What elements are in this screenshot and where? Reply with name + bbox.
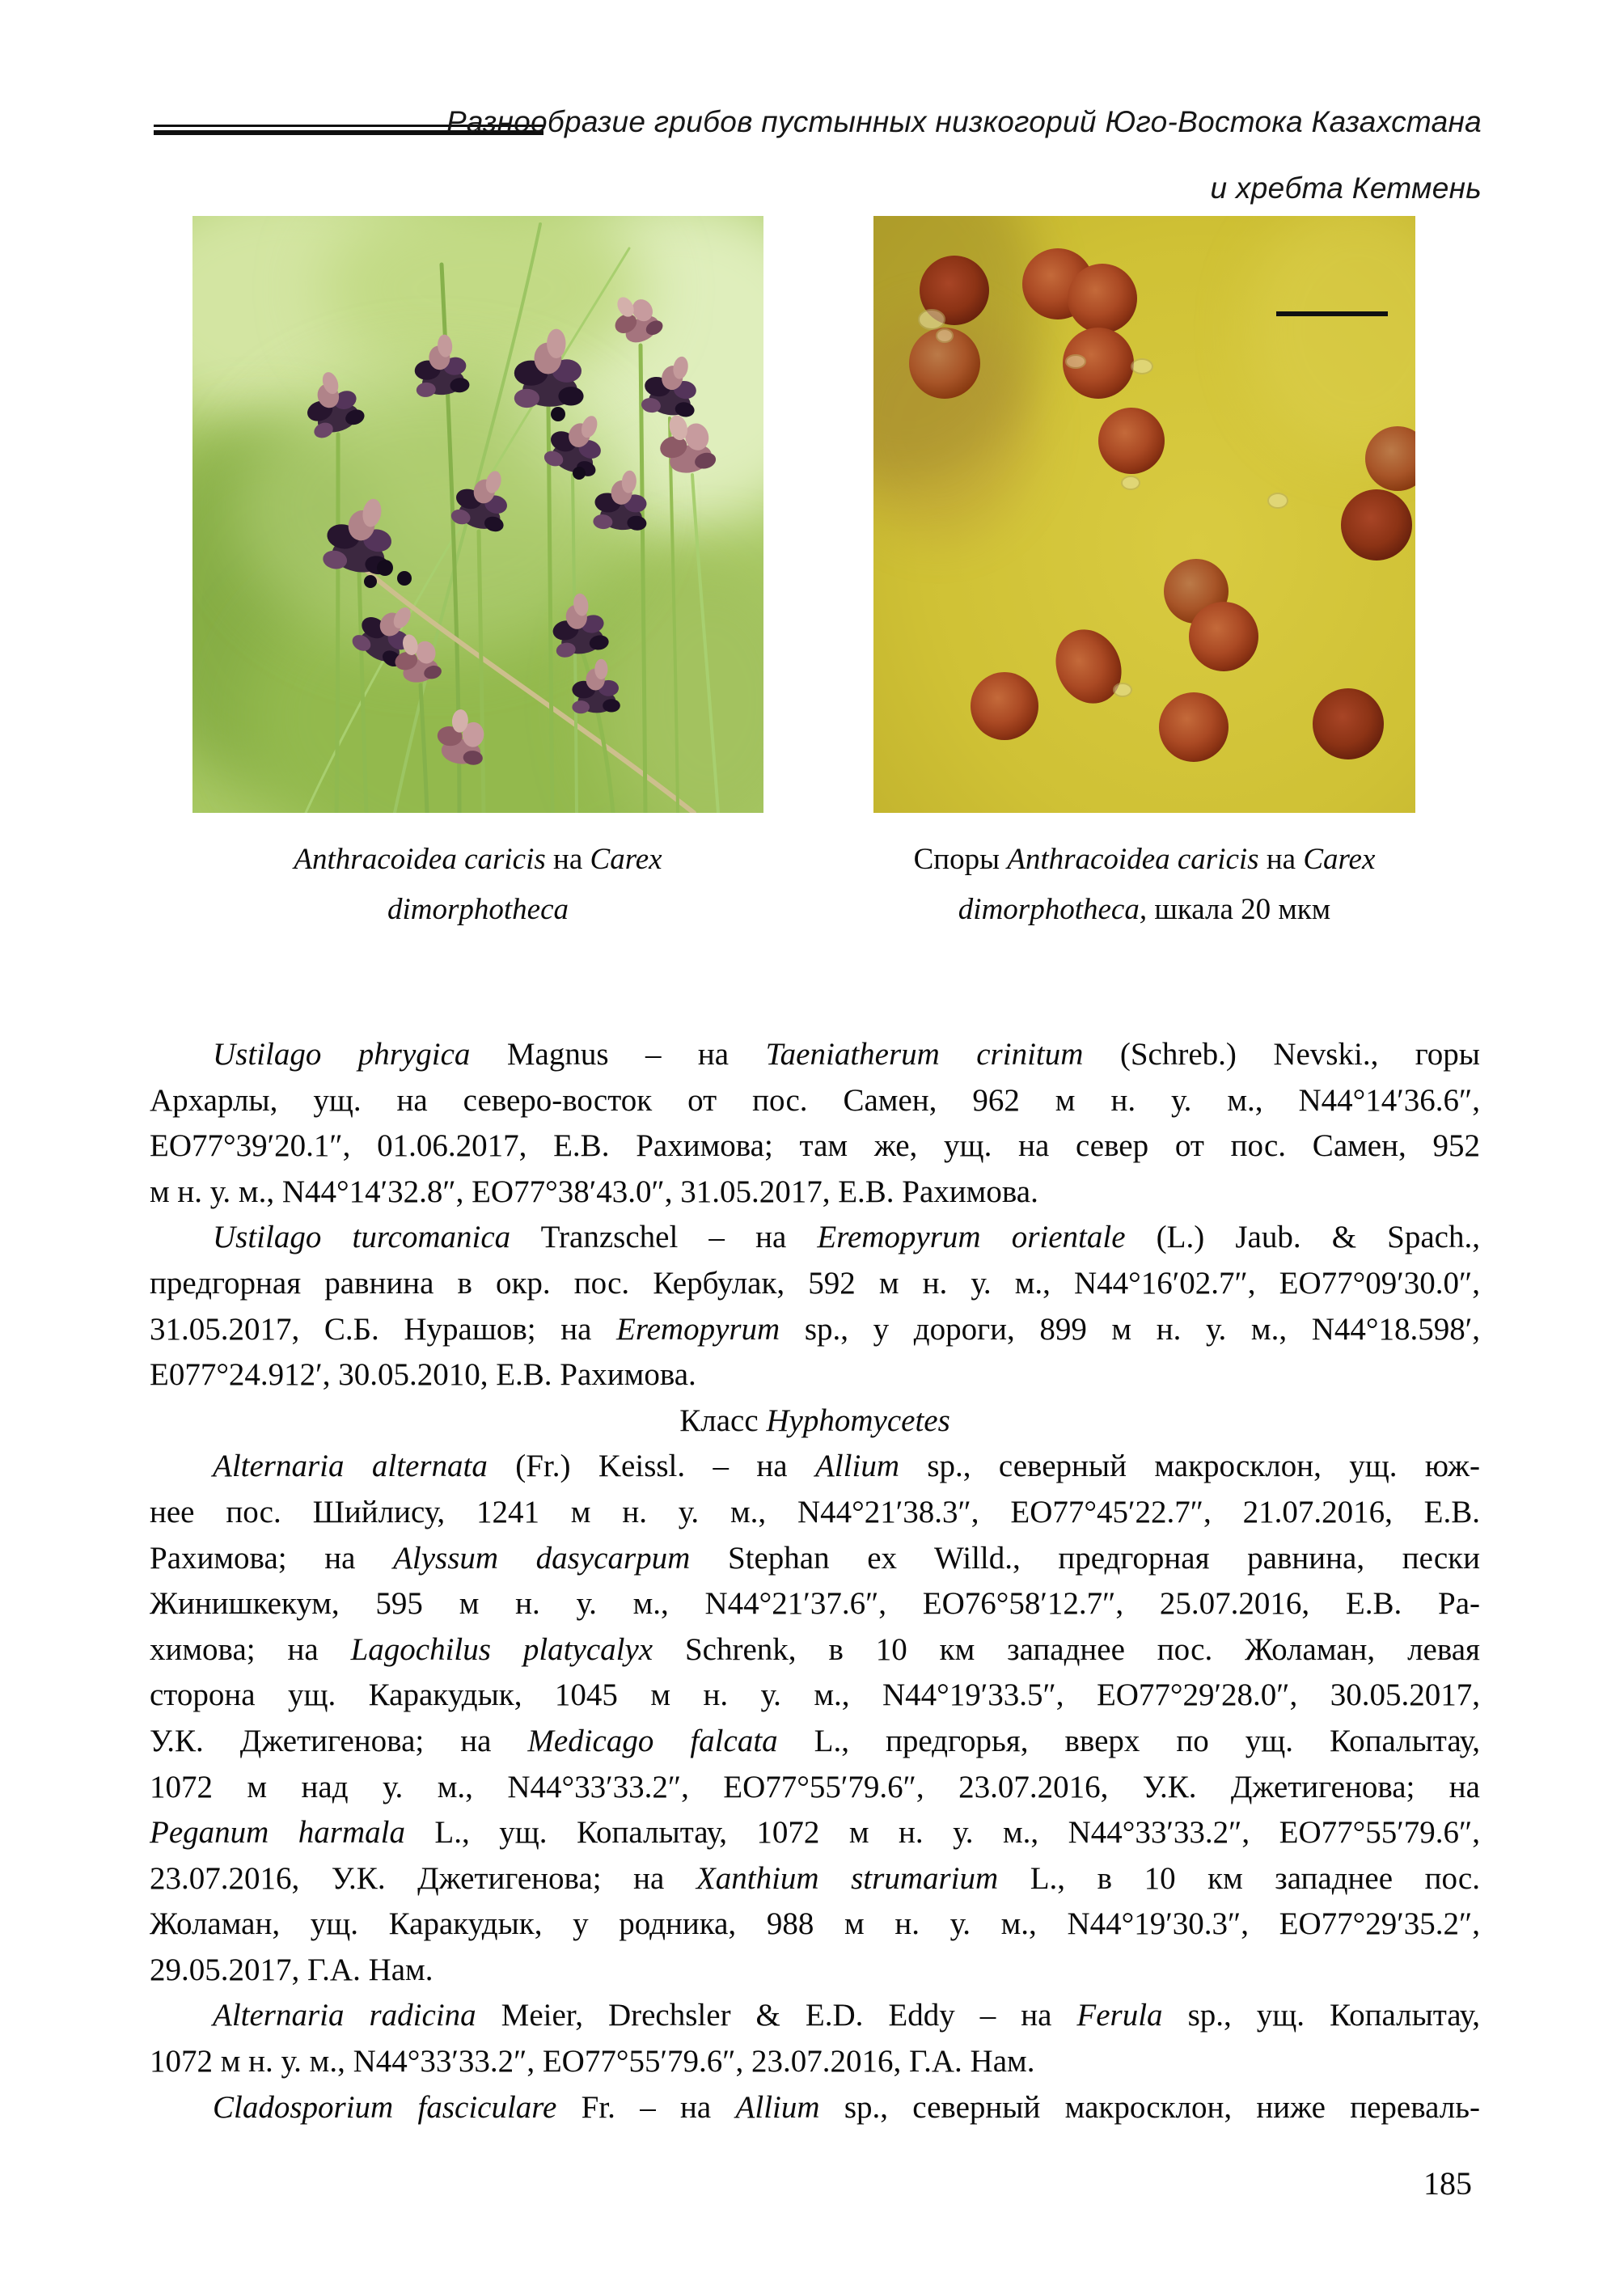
latin-name: Cladosporium fasciculare bbox=[213, 2089, 557, 2125]
text-segment: sp., северный макросклон, ниже переваль- bbox=[819, 2089, 1481, 2125]
text-segment: на bbox=[545, 843, 590, 876]
latin-name: Alyssum dasycarpum bbox=[393, 1540, 691, 1576]
body-line bbox=[150, 1765, 1480, 1811]
text-segment: Tranzschel – на bbox=[510, 1220, 818, 1255]
latin-name: Peganum harmala bbox=[150, 1815, 405, 1851]
running-head bbox=[446, 89, 1482, 222]
latin-name: Eremopyrum orientale bbox=[817, 1220, 1126, 1255]
latin-name: Medicago falcata bbox=[527, 1723, 778, 1758]
text-segment: 23.07.2016, У.К. Джетигенова; на bbox=[150, 1860, 696, 1896]
figure-plant-photo bbox=[192, 216, 763, 813]
text-segment: предгорная равнина в окр. пос. Кербулак, 592 м н. у. м., N44°16′02.7″, ЕО77°09′30.0″, bbox=[150, 1265, 1480, 1301]
latin-name: dimorphotheca bbox=[387, 893, 569, 926]
body-line bbox=[150, 1123, 1480, 1170]
text-segment: на bbox=[1258, 843, 1304, 876]
species-record-paragraph bbox=[150, 1444, 1480, 1993]
latin-name: Allium bbox=[814, 1449, 899, 1484]
body-line bbox=[150, 1719, 1480, 1765]
caption-line bbox=[192, 835, 763, 885]
text-segment: (Fr.) Keissl. – на bbox=[487, 1449, 815, 1484]
body-line bbox=[150, 1993, 1480, 2039]
text-segment: Рахимова; на bbox=[150, 1540, 394, 1576]
body-line bbox=[150, 1902, 1480, 1948]
text-segment: Жинишкекум, 595 м н. у. м., N44°21′37.6″, ЕО76°58′12.7″, 25.07.2016, Е.В. Ра- bbox=[150, 1586, 1480, 1622]
text-segment: ЕО77°39′20.1″, 01.06.2017, Е.В. Рахимова; там же, ущ. на север от пос. Самен, 952 bbox=[150, 1128, 1480, 1164]
text-segment: L., предгорья, вверх по ущ. Копалытау, bbox=[777, 1723, 1480, 1758]
body-line bbox=[150, 2085, 1480, 2131]
body-line bbox=[150, 1810, 1480, 1856]
body-line bbox=[150, 1170, 1480, 1216]
body-line bbox=[150, 1948, 1480, 1994]
text-segment: Schrenk, в 10 км западнее пос. Жоламан, левая bbox=[653, 1631, 1480, 1667]
text-segment: нее пос. Шийлису, 1241 м н. у. м., N44°21′38.3″, ЕО77°45′22.7″, 21.07.2016, Е.В. bbox=[150, 1494, 1480, 1529]
text-segment: Stephan ex Willd., предгорная равнина, пески bbox=[690, 1540, 1480, 1576]
text-segment: sp., ущ. Копалытау, bbox=[1162, 1998, 1480, 2033]
species-record-paragraph bbox=[150, 1032, 1480, 1215]
body-line bbox=[150, 1078, 1480, 1124]
text-segment: Fr. – на bbox=[556, 2089, 736, 2125]
caption-line bbox=[873, 835, 1415, 885]
caption-line bbox=[192, 885, 763, 935]
text-segment: sp., северный макросклон, ущ. юж- bbox=[899, 1449, 1480, 1484]
body-line bbox=[150, 1856, 1480, 1902]
body-line bbox=[150, 1490, 1480, 1536]
text-segment: L., ущ. Копалытау, 1072 м н. у. м., N44°33′33.2″, ЕО77°55′79.6″, bbox=[404, 1815, 1480, 1851]
page-number: 185 bbox=[1423, 2165, 1472, 2202]
body-line bbox=[150, 1307, 1480, 1353]
text-segment: Magnus – на bbox=[470, 1037, 766, 1072]
running-head-line2: и хребта Кетмень bbox=[1210, 171, 1482, 205]
body-line bbox=[150, 1261, 1480, 1307]
text-segment: химова; на bbox=[150, 1631, 351, 1667]
latin-name: Anthracoidea caricis bbox=[294, 843, 546, 876]
section-heading bbox=[150, 1398, 1480, 1445]
text-segment: Споры bbox=[913, 843, 1008, 876]
text-segment: 31.05.2017, С.Б. Нурашов; на bbox=[150, 1311, 617, 1347]
body-line bbox=[150, 1215, 1480, 1261]
text-segment: Meier, Drechsler & E.D. Eddy – на bbox=[476, 1998, 1077, 2033]
latin-name: Taeniatherum crinitum bbox=[765, 1037, 1084, 1072]
latin-name: Xanthium strumarium bbox=[696, 1860, 999, 1896]
text-segment: Жоламан, ущ. Каракудык, у родника, 988 м н. у. м., N44°19′30.3″, ЕО77°29′35.2″, bbox=[150, 1906, 1480, 1942]
body-line bbox=[150, 1444, 1480, 1490]
latin-name: Ferula bbox=[1076, 1998, 1163, 2033]
latin-name: Alternaria radicina bbox=[213, 1998, 476, 2033]
text-segment: 29.05.2017, Г.А. Нам. bbox=[150, 1952, 433, 1987]
latin-name: Hyphomycetes bbox=[766, 1402, 950, 1438]
caption-line bbox=[873, 885, 1415, 935]
latin-name: Carex bbox=[1303, 843, 1376, 876]
figure-spores-micrograph bbox=[873, 216, 1415, 813]
body-line bbox=[150, 1536, 1480, 1582]
body-text bbox=[150, 1032, 1480, 2130]
text-segment: (Schreb.) Nevski., горы bbox=[1083, 1037, 1480, 1072]
caption-right bbox=[873, 835, 1415, 935]
text-segment: Класс bbox=[679, 1402, 767, 1438]
latin-name: Lagochilus platycalyx bbox=[350, 1631, 653, 1667]
latin-name: Allium bbox=[735, 2089, 820, 2125]
latin-name: Carex bbox=[590, 843, 662, 876]
body-line bbox=[150, 2039, 1480, 2085]
text-segment: Архарлы, ущ. на северо-восток от пос. Самен, 962 м н. у. м., N44°14′36.6″, bbox=[150, 1082, 1480, 1118]
species-record-paragraph bbox=[150, 1993, 1480, 2084]
text-segment: (L.) Jaub. & Spach., bbox=[1125, 1220, 1480, 1255]
text-segment: шкала 20 мкм bbox=[1147, 893, 1331, 926]
class-heading-block bbox=[150, 1398, 1480, 1445]
text-segment: L., в 10 км западнее пос. bbox=[998, 1860, 1480, 1896]
latin-name: Ustilago turcomanica bbox=[213, 1220, 511, 1255]
body-line bbox=[150, 1627, 1480, 1673]
running-head-line1: Разнообразие грибов пустынных низкогорий Юго-Востока Казахстана bbox=[446, 105, 1482, 138]
text-segment: У.К. Джетигенова; на bbox=[150, 1723, 528, 1758]
scale-bar bbox=[1276, 311, 1388, 316]
caption-left bbox=[192, 835, 763, 935]
plant-photo-art bbox=[192, 216, 763, 813]
latin-name: Alternaria alternata bbox=[213, 1449, 488, 1484]
body-line bbox=[150, 1352, 1480, 1398]
latin-name: Ustilago phrygica bbox=[213, 1037, 471, 1072]
body-line bbox=[150, 1032, 1480, 1078]
text-segment: м н. у. м., N44°14′32.8″, ЕО77°38′43.0″, 31.05.2017, Е.В. Рахимова. bbox=[150, 1174, 1038, 1209]
species-record-paragraph bbox=[150, 1215, 1480, 1398]
body-line bbox=[150, 1673, 1480, 1719]
latin-name: Anthracoidea caricis bbox=[1007, 843, 1259, 876]
spores-micrograph-art bbox=[873, 216, 1415, 813]
body-line bbox=[150, 1581, 1480, 1627]
text-segment: Е077°24.912′, 30.05.2010, Е.В. Рахимова. bbox=[150, 1357, 696, 1393]
text-segment: сторона ущ. Каракудык, 1045 м н. у. м., N44°19′33.5″, ЕО77°29′28.0″, 30.05.2017, bbox=[150, 1677, 1480, 1713]
text-segment: 1072 м над у. м., N44°33′33.2″, ЕО77°55′79.6″, 23.07.2016, У.К. Джетигенова; на bbox=[150, 1769, 1480, 1804]
text-segment: 1072 м н. у. м., N44°33′33.2″, ЕО77°55′79.6″, 23.07.2016, Г.А. Нам. bbox=[150, 2044, 1035, 2079]
text-segment: sp., у дороги, 899 м н. у. м., N44°18.598′, bbox=[780, 1311, 1480, 1347]
species-record-paragraph bbox=[150, 2085, 1480, 2131]
latin-name: Eremopyrum bbox=[616, 1311, 780, 1347]
latin-name: dimorphotheca, bbox=[958, 893, 1148, 926]
